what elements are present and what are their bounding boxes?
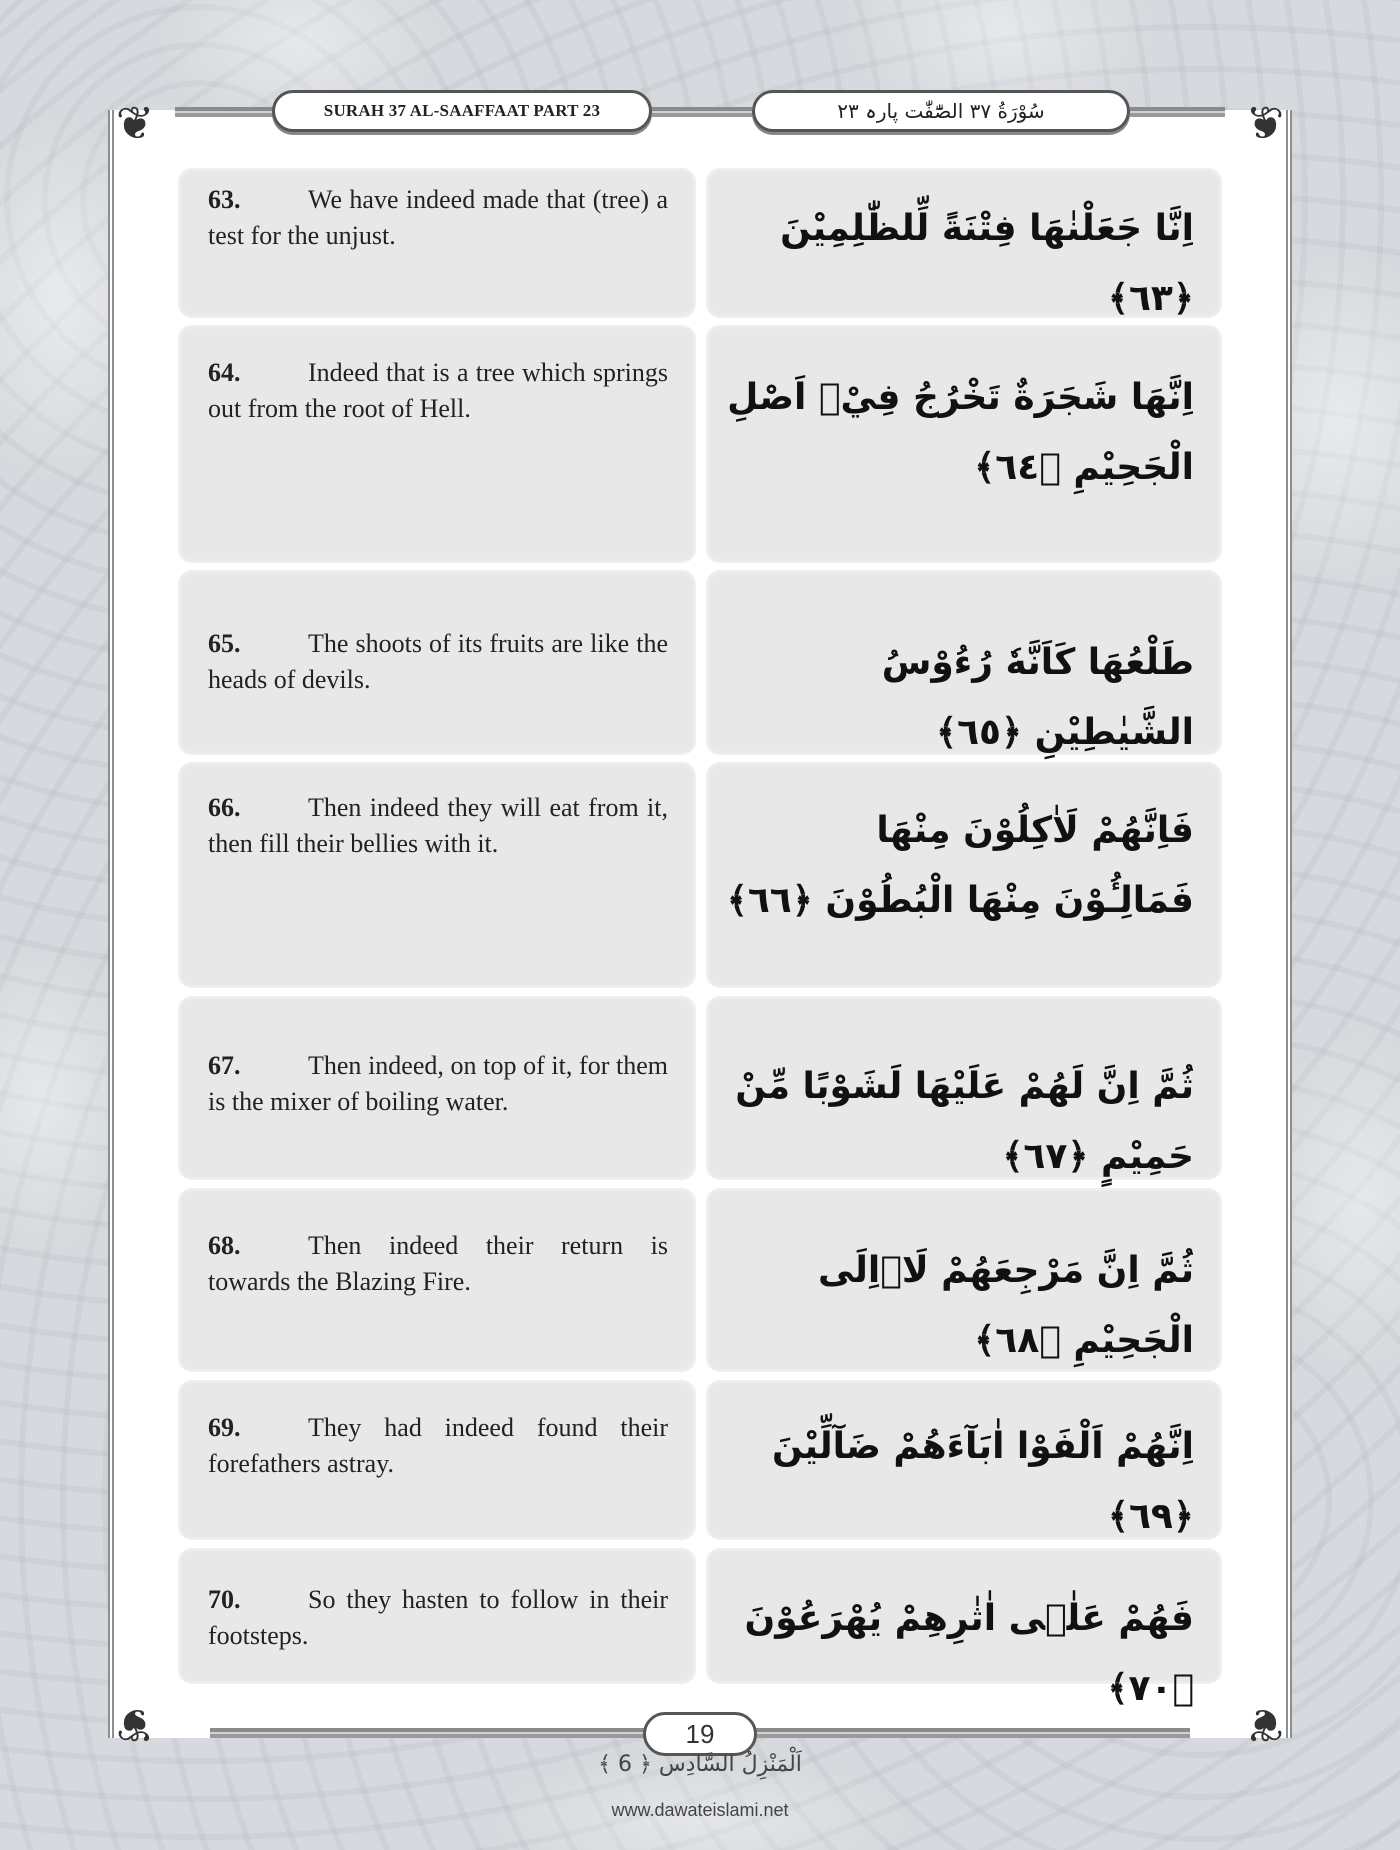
verse-69-translation: 69. They had indeed found their forefathers astray.: [208, 1410, 668, 1482]
verse-68-arabic: ثُمَّ اِنَّ مَرْجِعَهُمْ لَاۡاِلَى الْجَحِيْمِ ﴿٦٨﴾: [817, 1250, 1194, 1361]
verse-70-arabic: فَهُمْ عَلٰۤى اٰثٰرِهِمْ يُهْرَعُوْنَ ﴿٧٠﴾: [744, 1598, 1194, 1709]
verse-68-arabic-card: [706, 1188, 1222, 1372]
verse-number: 67.: [208, 1051, 241, 1080]
verse-63-arabic-card: [706, 168, 1222, 318]
verse-63-translation-card: [178, 168, 696, 318]
verse-63-arabic: اِنَّا جَعَلْنٰهَا فِتْنَةً لِّلظّٰلِمِيْنَ ﴿٦٣﴾: [780, 208, 1194, 319]
frame-top-line-right: [1130, 107, 1225, 117]
verse-70-arabic-card: [706, 1548, 1222, 1709]
verse-66-arabic: فَاِنَّهُمْ لَاٰكِلُوْنَ مِنْهَا فَمَالِـُٔوْنَ مِنْهَا الْبُطُوْنَ ﴿٦٦﴾: [726, 810, 1194, 921]
verse-67-arabic: ثُمَّ اِنَّ لَهُمْ عَلَيْهَا لَشَوْبًا مِّنْ حَمِيْمٍ ﴿٦٧﴾: [735, 1066, 1194, 1177]
manzil-label: اَلْمَنْزِلُ السَّادِس ﴿ 6 ﴾: [598, 1752, 802, 1777]
verse-69-translation-card: [178, 1380, 696, 1540]
verse-67-translation-card: [178, 996, 696, 1180]
verse-number: 64.: [208, 358, 241, 387]
verse-67-arabic-card: [706, 996, 1222, 1180]
verse-64-translation-card: [178, 325, 696, 563]
verse-number: 68.: [208, 1231, 241, 1260]
verse-64-arabic: اِنَّهَا شَجَرَةٌ تَخْرُجُ فِيْۤ اَصْلِ الْجَحِيْمِ ﴿٦٤﴾: [727, 377, 1194, 488]
verse-66-translation: 66. Then indeed they will eat from it, then fill their bellies with it.: [208, 790, 668, 862]
frame-bottom-line-right: [756, 1728, 1190, 1738]
verse-69-arabic-card: [706, 1380, 1222, 1540]
frame-top-line-left: [175, 107, 273, 117]
verse-65-translation-card: [178, 570, 696, 755]
verse-68-translation: 68. Then indeed their return is towards the Blazing Fire.: [208, 1228, 668, 1300]
verse-65-arabic-card: [706, 570, 1222, 755]
frame-top-line-middle: [652, 107, 752, 117]
verse-64-translation: 64. Indeed that is a tree which springs out from the root of Hell.: [208, 355, 668, 427]
ornament-corner-top-left-icon: ❦: [115, 96, 155, 150]
page-number: 19: [643, 1712, 757, 1756]
verse-68-translation-card: [178, 1188, 696, 1372]
verse-63-translation: 63. We have indeed made that (tree) a test for the unjust.: [208, 182, 668, 254]
verse-70-translation: 70. So they hasten to follow in their footsteps.: [208, 1582, 668, 1654]
ornament-corner-top-right-icon: ❦: [1245, 96, 1285, 150]
ornament-corner-bottom-right-icon: ❦: [1245, 1698, 1285, 1752]
website-url[interactable]: www.dawateislami.net: [611, 1800, 789, 1820]
frame-bottom-line-left: [210, 1728, 644, 1738]
verse-66-translation-card: [178, 762, 696, 988]
header-english-title: SURAH 37 AL-SAAFFAAT PART 23: [272, 90, 652, 132]
verse-66-arabic-card: [706, 762, 1222, 988]
verse-number: 70.: [208, 1585, 241, 1614]
verse-number: 66.: [208, 793, 241, 822]
verse-69-arabic: اِنَّهُمْ اَلْفَوْا اٰبَآءَهُمْ ضَآلِّيْنَ ﴿٦٩﴾: [771, 1426, 1194, 1537]
verse-67-translation: 67. Then indeed, on top of it, for them is the mixer of boiling water.: [208, 1048, 668, 1120]
verse-number: 65.: [208, 629, 241, 658]
verse-65-arabic: طَلْعُهَا كَاَنَّهٗ رُءُوْسُ الشَّيٰطِيْنِ ﴿٦٥﴾: [881, 642, 1194, 753]
ornament-corner-bottom-left-icon: ❦: [115, 1698, 155, 1752]
verse-64-arabic-card: [706, 325, 1222, 563]
header-arabic-title: سُوْرَةُ ٣٧ الصّٰٓفّٰت پارہ ٢٣: [752, 90, 1130, 132]
verse-number: 69.: [208, 1413, 241, 1442]
verse-65-translation: 65. The shoots of its fruits are like the heads of devils.: [208, 626, 668, 698]
verse-number: 63.: [208, 185, 241, 214]
verse-70-translation-card: [178, 1548, 696, 1684]
